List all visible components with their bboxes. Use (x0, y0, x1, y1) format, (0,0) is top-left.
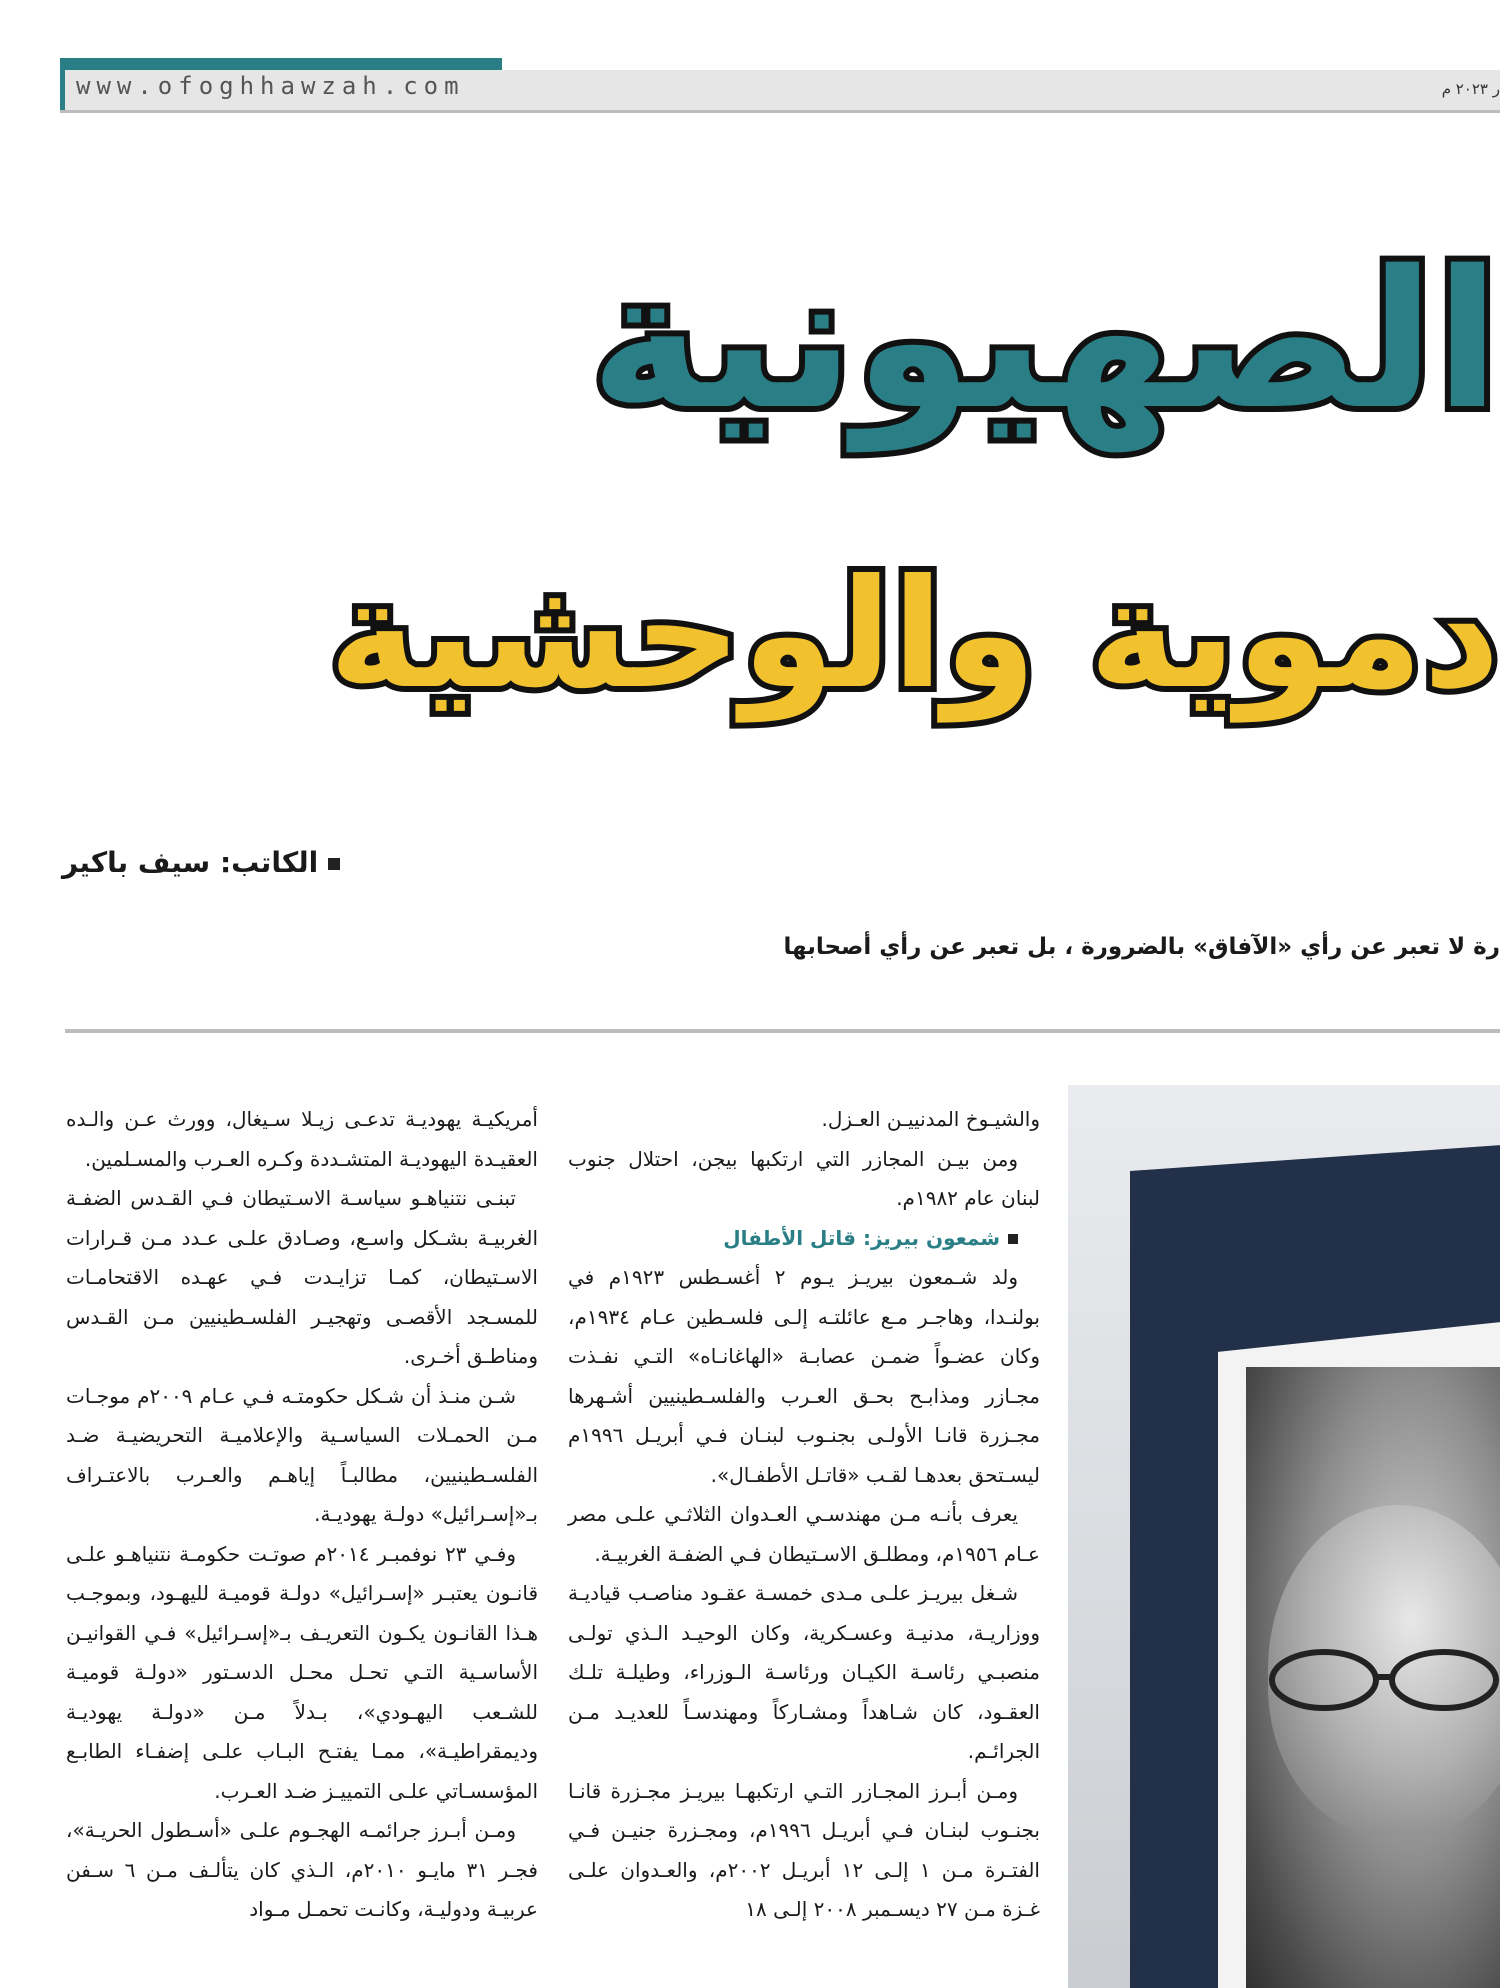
paragraph: ومن بيـن المجازر التي ارتكبها بيجن، احتلال جنوب لبنان عام ١٩٨٢م. (568, 1146, 1040, 1210)
website-url[interactable]: www.ofoghhawzah.com (76, 72, 465, 100)
paragraph: ومـن أبـرز جرائمـه الهجـوم علـى «أسـطول الحريـة»، فجـر ٣١ مايـو ٢٠١٠م، الـذي كان يتألـف مـن ٦ سـفن عربيـة ودوليـة، وكانـت تحمـل مـواد (66, 1818, 538, 1921)
paragraph: ومـن أبـرز المجـازر التـي ارتكبهـا بيريـز مجـزرة قانـا بجنـوب لبنـان فـي أبريـل ١٩٩٦م، ومجـزرة جنيـن فـي الفتـرة مـن ١ إلـى ١٢ أبريـل ٢٠٠٢م، والعـدوان علـى غـزة مـن ٢٧ ديسـمبر ٢٠٠٨ إلـى ١٨ (568, 1778, 1040, 1921)
paragraph: والشيـوخ المدنييـن العـزل. (821, 1107, 1040, 1131)
disclaimer: رة لا تعبر عن رأي «الآفاق» بالضرورة ، بل تعبر عن رأي أصحابها (783, 934, 1500, 960)
header-accent-edge (60, 70, 65, 110)
article-column-left (66, 1100, 538, 1930)
headline-line-2: دموية والوحشية (328, 548, 1500, 722)
paragraph: وفـي ٢٣ نوفمبـر ٢٠١٤م صوتـت حكومـة نتنياهـو علـى قانـون يعتبـر «إسـرائيل» دولـة قوميـة لليهـود، وبموجـب هـذا القانـون يكـون التعريـف بـ«إسـرائيل» فـي القوانيـن الأساسـية التـي تحـل محـل الدسـتور «دولـة قوميـة للشـعب اليهـودي»، بـدلاً مـن «دولـة يهوديـة وديمقراطيـة»، ممـا يفتـح البـاب علـى إضفـاء الطابـع المؤسسـاتي علـى التمييـز ضـد العـرب. (66, 1541, 538, 1803)
divider-rule (65, 1029, 1500, 1033)
paragraph: أمريكيـة يهوديـة تدعـى زيـلا سـيغال، وورث عـن والـده العقيـدة اليهوديـة المتشـددة وكـره العـرب والمسـلمين. (66, 1107, 538, 1171)
author-name: الكاتب: سيف باكير (62, 846, 319, 879)
author-byline (62, 846, 340, 879)
section-subheading (568, 1219, 1040, 1259)
issue-date: ر ٢٠٢٣ م (1441, 80, 1500, 98)
paragraph: شـن منـذ أن شـكل حكومتـه فـي عـام ٢٠٠٩م موجـات مـن الحمـلات السياسـية والإعلاميـة التحريضيـة ضـد الفلسـطينيين، مطالبـاً إياهـم والعـرب بالاعتـراف بـ«إسـرائيل» دولـة يهوديـة. (66, 1383, 538, 1526)
header-accent-bar (60, 58, 502, 70)
bullet-square-icon (1008, 1234, 1018, 1244)
article-photo (1068, 1085, 1500, 1988)
subheading-text: شمعون بيريز: قاتل الأطفال (723, 1225, 1000, 1250)
paragraph: تبنـى نتنياهـو سياسـة الاسـتيطان فـي القـدس الضفـة الغربيـة بشـكل واسـع، وصـادق علـى عـدد مـن قـرارات الاسـتيطان، كمـا تزايـدت فـي عهـده الاقتحامـات للمسـجد الأقصـى وتهجيـر الفلسـطينيين مـن القـدس ومناطـق أخـرى. (66, 1186, 538, 1368)
headline-line-1: الصهيونية (590, 230, 1500, 451)
paragraph: يعرف بأنـه مـن مهندسـي العـدوان الثلاثـي علـى مصر عـام ١٩٥٦م، ومطلـق الاسـتيطان فـي الضفـة الغربيـة. (568, 1502, 1040, 1566)
paragraph: ولد شـمعون بيريـز يـوم ٢ أغسـطس ١٩٢٣م في بولنـدا، وهاجـر مـع عائلتـه إلـى فلسـطين عـام ١٩٣٤م، وكان عضـواً ضمـن عصابـة «الهاغانـاه» التـي نفـذت مجـازر ومذابـح بحـق العـرب والفلسـطينيين أشـهرها مجـزرة قانـا الأولـى بجنـوب لبنـان فـي أبريـل ١٩٩٦م ليسـتحق بعدهـا لقـب «قاتـل الأطفـال». (568, 1265, 1040, 1487)
bullet-square-icon (328, 858, 340, 870)
article-column-right (568, 1100, 1040, 1930)
glasses-shape (1264, 1645, 1500, 1715)
paragraph: شـغل بيريـز علـى مـدى خمسـة عقـود مناصـب قياديـة ووزاريـة، مدنيـة وعسـكرية، وكان الوحيـد الـذي تولـى منصبـي رئاسـة الكيـان ورئاسـة الـوزراء، وطيلـة تلـك العقـود، كان شـاهداً ومشـاركاً ومهندسـاً للعديـد مـن الجرائـم. (568, 1581, 1040, 1763)
